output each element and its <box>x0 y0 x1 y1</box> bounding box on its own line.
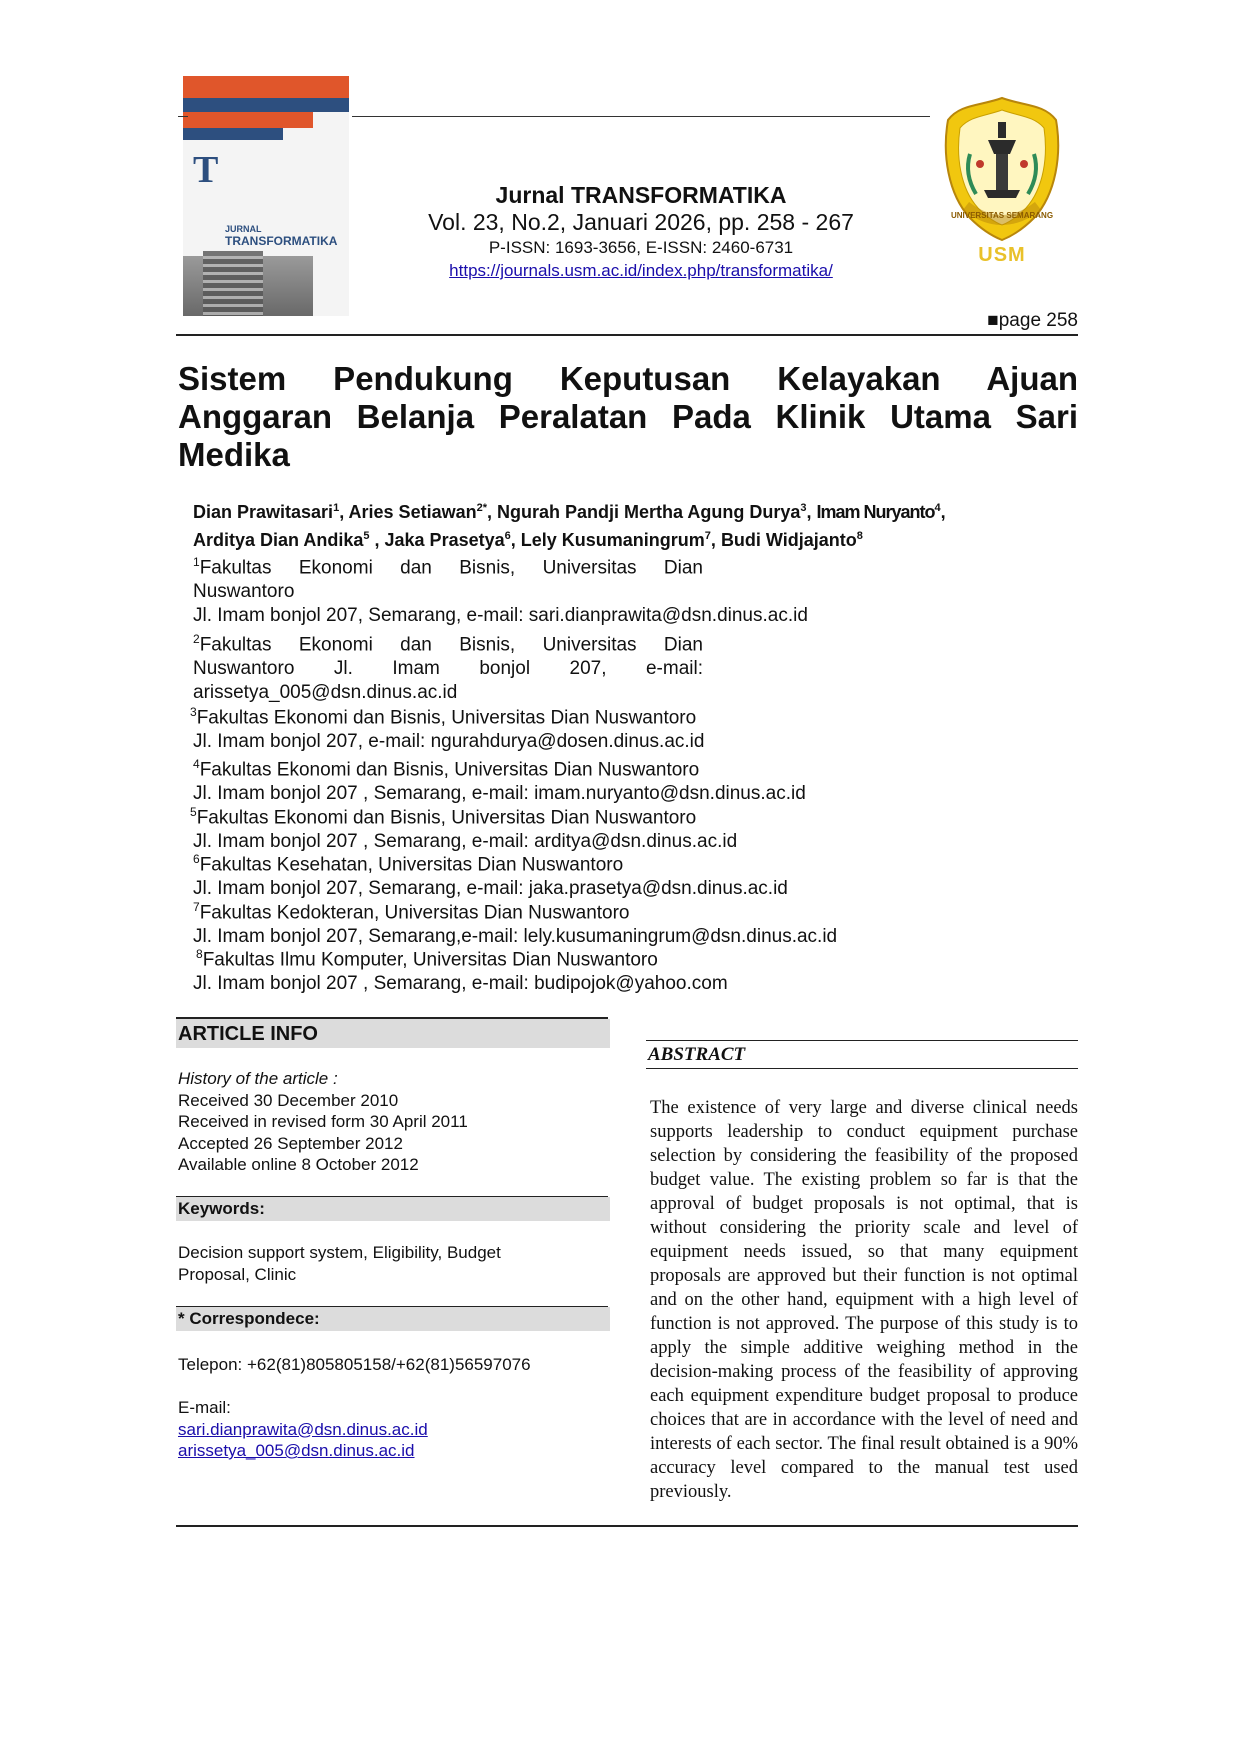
author-line-1: Dian Prawitasari$^1$, Aries Setiawan$^{2*}$, Ngurah Pandji Mertha Agung Durya$^3$, Imam Nuryanto$^4$, <box>193 502 946 522</box>
affiliation-1: $^1$Fakultas Ekonomi dan Bisnis, Universitas Dian Nuswantoro Jl. Imam bonjol 207, Semarang, e-mail: sari.dianprawita@dsn.dinus.ac.id <box>193 555 808 627</box>
abstract-body: The existence of very large and diverse clinical needs supports leadership to conduct equipment purchase selection by considering the feasibility of the proposed budget value. The existing problem so far is that the approval of budget proposals is not optimal, that is without considering the priority scale and level of equipment needs issued, so that many equipment proposals are approved but their function is not optimal and on the other hand, equipment with a high level of function is not approved. The purpose of this study is to apply the simple additive weighing method in the decision-making process of the feasibility of approving each equipment expenditure budget proposal to produce choices that are in accordance with the level of need and interests of each sector. The final result obtained is a 90% accuracy level compared to the manual test used previously. <box>650 1098 1078 1502</box>
journal-cover-image <box>183 76 349 316</box>
history-revised: Received in revised form 30 April 2011 <box>178 1112 468 1131</box>
page-number: ■page 258 <box>987 310 1078 331</box>
affiliation-7: $^7$Fakultas Kedokteran, Universitas Dian Nuswantoro Jl. Imam bonjol 207, Semarang,e-mail: lely.kusumaningrum@dsn.dinus.ac.id <box>193 900 838 948</box>
affiliation-5: $^5$Fakultas Ekonomi dan Bisnis, Universitas Dian Nuswantoro Jl. Imam bonjol 207 , Semarang, e-mail: arditya@dsn.dinus.ac.id <box>190 805 738 853</box>
paper-title: Sistem Pendukung Keputusan Kelayakan Ajuan Anggaran Belanja Peralatan Pada Klinik Utama Sari Medika <box>178 360 1078 473</box>
cover-t-logo: T <box>193 149 219 191</box>
affiliation-3: $^3$Fakultas Ekonomi dan Bisnis, Universitas Dian Nuswantoro Jl. Imam bonjol 207, e-mail: ngurahdurya@dosen.dinus.ac.id <box>190 705 705 753</box>
cover-title-small: JURNAL <box>225 224 262 234</box>
correspondence-email <box>178 1397 608 1462</box>
author-line-2: Arditya Dian Andika$^5$ , Jaka Prasetya$^6$, Lely Kusumaningrum$^7$, Budi Widjajanto$^8$ <box>193 530 863 550</box>
article-history <box>178 1068 608 1176</box>
history-online: Available online 8 October 2012 <box>178 1155 419 1174</box>
header-rule-left <box>178 116 188 117</box>
abstract-top-rule <box>646 1040 1078 1041</box>
email-link-1[interactable]: sari.dianprawita@dsn.dinus.ac.id <box>178 1419 428 1439</box>
bottom-rule <box>176 1525 1078 1527</box>
article-info-heading: ARTICLE INFO <box>176 1019 610 1048</box>
header-divider <box>176 334 1078 336</box>
affiliation-6: $^6$Fakultas Kesehatan, Universitas Dian Nuswantoro Jl. Imam bonjol 207, Semarang, e-mail: jaka.prasetya@dsn.dinus.ac.id <box>193 852 788 900</box>
journal-name: Jurnal TRANSFORMATIKA <box>495 182 787 208</box>
keywords-list: Decision support system, Eligibility, Budget Proposal, Clinic <box>178 1243 501 1284</box>
email-label: E-mail: <box>178 1398 231 1417</box>
abstract-heading: ABSTRACT <box>648 1044 746 1065</box>
author-list <box>193 496 1073 552</box>
affiliation-4: $^4$Fakultas Ekonomi dan Bisnis, Universitas Dian Nuswantoro Jl. Imam bonjol 207 , Semarang, e-mail: imam.nuryanto@dsn.dinus.ac.id <box>193 757 806 805</box>
correspondence-heading: * Correspondece: <box>176 1307 610 1331</box>
header-rule-top <box>352 116 930 117</box>
usm-university-logo <box>940 94 1064 244</box>
email-link-2[interactable]: arissetya_005@dsn.dinus.ac.id <box>178 1441 415 1460</box>
affiliation-2: $^2$Fakultas Ekonomi dan Bisnis, Universitas Dian Nuswantoro Jl. Imam bonjol 207, e-mail: arissetya_005@dsn.dinus.ac.id <box>193 632 703 704</box>
cover-title-big: TRANSFORMATIKA <box>225 234 338 248</box>
correspondence-phone: Telepon: +62(81)805805158/+62(81)56597076 <box>178 1355 531 1374</box>
history-accepted: Accepted 26 September 2012 <box>178 1133 403 1153</box>
history-received: Received 30 December 2010 <box>178 1090 399 1110</box>
journal-volume: Vol. 23, No.2, Januari 2026, pp. 258 - 267 <box>428 209 854 235</box>
journal-url-link[interactable]: https://journals.usm.ac.id/index.php/transformatika/ <box>449 261 833 280</box>
journal-issn: P-ISSN: 1693-3656, E-ISSN: 2460-6731 <box>488 238 794 257</box>
abstract-heading-rule <box>646 1068 1078 1069</box>
keywords-heading: Keywords: <box>176 1197 610 1221</box>
affiliation-8: $^8$Fakultas Ilmu Komputer, Universitas Dian Nuswantoro Jl. Imam bonjol 207 , Semarang, e-mail: budipojok@yahoo.com <box>193 947 728 995</box>
history-label: History of the article : <box>178 1069 338 1088</box>
usm-logo-text: USM <box>978 244 1026 266</box>
usm-logo-ring-text: UNIVERSITAS SEMARANG <box>950 211 1054 220</box>
